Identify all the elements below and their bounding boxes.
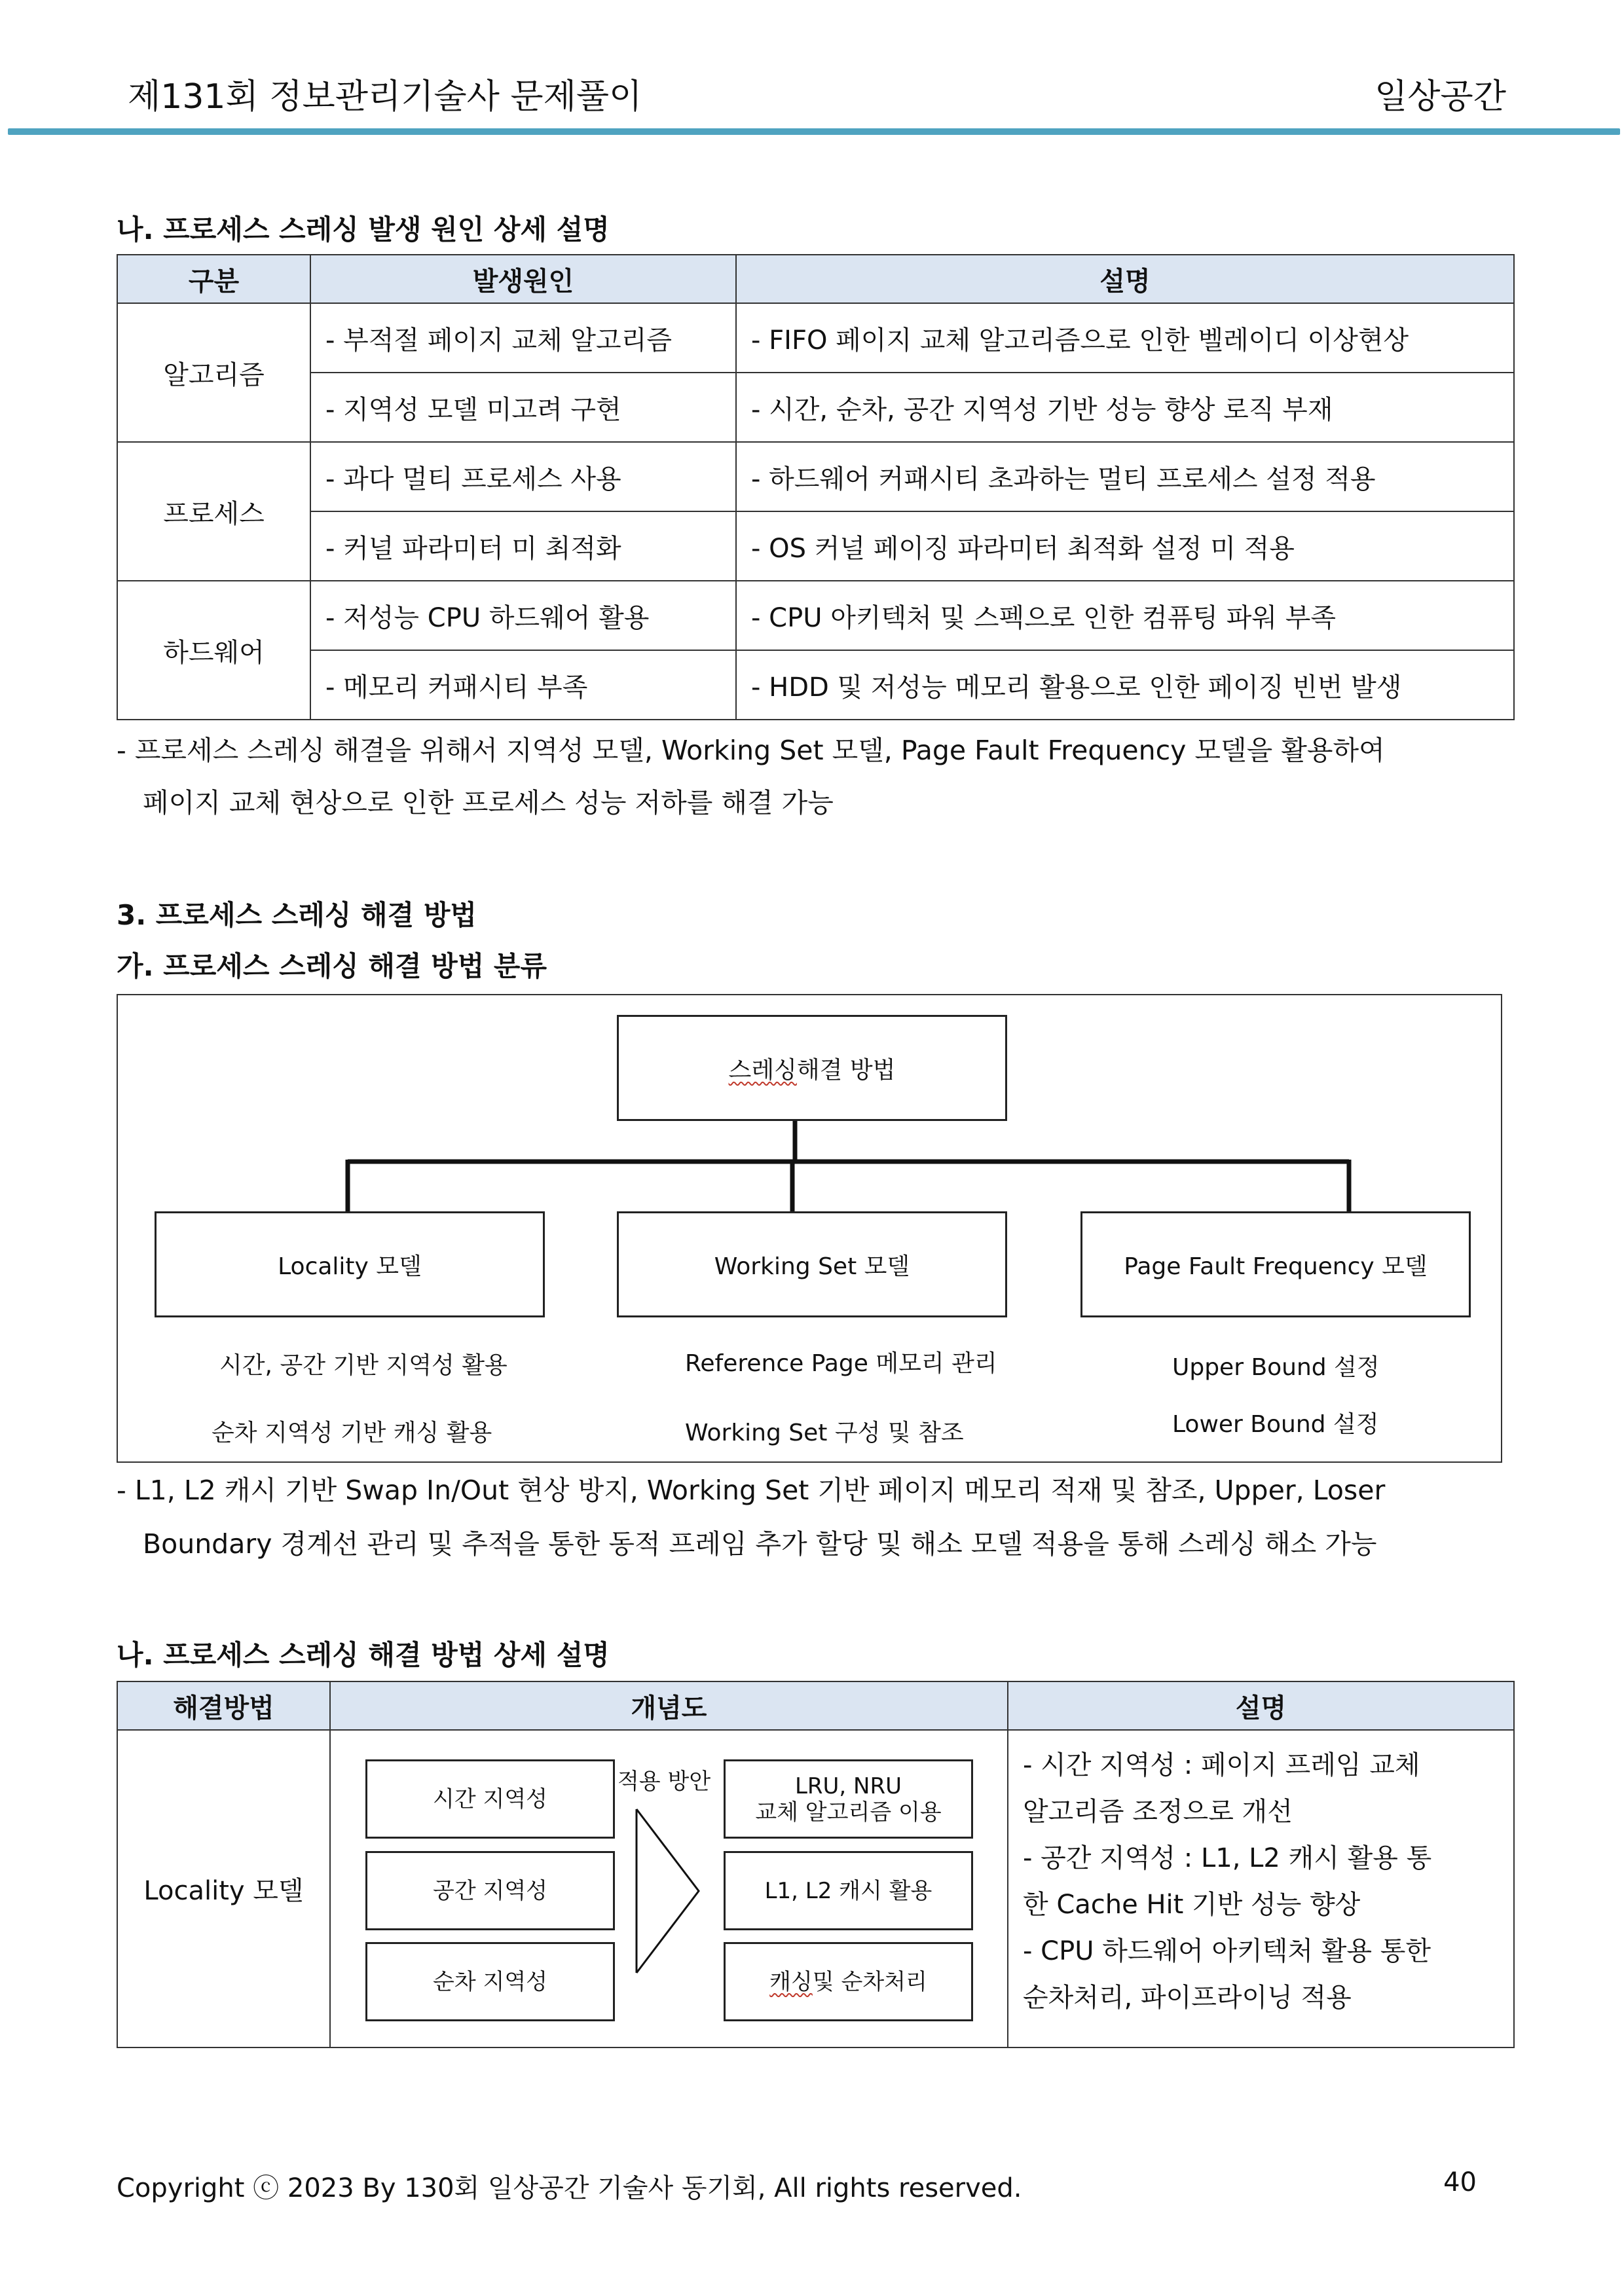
desc-line: - CPU 하드웨어 아키텍처 활용 통한	[1023, 1936, 1431, 1966]
desc-cell: - FIFO 페이지 교체 알고리즘으로 인한 벨레이디 이상현상	[736, 303, 1514, 373]
root-label-wavy: 스레싱	[728, 1056, 797, 1084]
caching-box	[724, 1942, 973, 2021]
section-cause-title: 나. 프로세스 스레싱 발생 원인 상세 설명	[117, 213, 610, 246]
table-row	[117, 511, 1514, 581]
locality-item-1: 시간, 공간 기반 지역성 활용	[219, 1352, 507, 1379]
lru-nru-box	[724, 1759, 973, 1839]
caching-label-rest: 및 순차처리	[812, 1968, 927, 1995]
desc-cell: - CPU 아키텍처 및 스펙으로 인한 컴퓨팅 파워 부족	[736, 581, 1514, 650]
table-row	[117, 442, 1514, 511]
sequential-locality-box: 순차 지역성	[365, 1942, 615, 2021]
col-header-category: 구분	[117, 255, 310, 303]
locality-item-2-text: 순차 지역성 기반 캐싱 활용	[212, 1420, 492, 1446]
table-header-row	[117, 1681, 1514, 1730]
header-brand: 일상공간	[1375, 77, 1506, 117]
table-row	[117, 303, 1514, 373]
col-header-concept: 개념도	[330, 1681, 1008, 1730]
category-cell: 하드웨어	[117, 581, 310, 720]
spatial-locality-box: 공간 지역성	[365, 1851, 615, 1930]
cause-cell: - 커널 파라미터 미 최적화	[310, 511, 736, 581]
header-divider	[8, 128, 1620, 135]
locality-item-2	[212, 1414, 492, 1448]
cause-table	[117, 254, 1515, 720]
root-label-rest: 해결 방법	[796, 1056, 896, 1084]
footer-copyright: Copyright ⓒ 2023 By 130회 일상공간 기술사 동기회, All rights reserved.	[117, 2173, 1022, 2203]
cache-box: L1, L2 캐시 활용	[724, 1851, 973, 1930]
cause-note-line1: - 프로세스 스레싱 해결을 위해서 지역성 모델, Working Set 모델, Page Fault Frequency 모델을 활용하여	[117, 735, 1385, 766]
category-cell: 알고리즘	[117, 303, 310, 442]
working-set-item-2: Working Set 구성 및 참조	[685, 1420, 964, 1446]
desc-line: - 시간 지역성 : 페이지 프레임 교체	[1023, 1750, 1420, 1780]
cause-cell: - 부적절 페이지 교체 알고리즘	[310, 303, 736, 373]
working-set-item-1: Reference Page 메모리 관리	[685, 1350, 997, 1377]
temporal-locality-box: 시간 지역성	[365, 1759, 615, 1839]
table-row	[117, 1730, 1514, 2047]
section3-title: 3. 프로세스 스레싱 해결 방법	[117, 899, 477, 931]
category-cell: 프로세스	[117, 442, 310, 581]
solution-table	[117, 1681, 1515, 2048]
desc-cell: - 하드웨어 커패시티 초과하는 멀티 프로세스 설정 적용	[736, 442, 1514, 511]
table-header-row	[117, 255, 1514, 303]
desc-line: 한 Cache Hit 기반 성능 향상	[1023, 1890, 1361, 1920]
lru-nru-line2: 교체 알고리즘 이용	[755, 1799, 942, 1826]
header-title: 제131회 정보관리기술사 문제풀이	[128, 77, 642, 117]
apply-arrow-icon	[633, 1806, 705, 1976]
desc-line: 순차처리, 파이프라이닝 적용	[1023, 1983, 1352, 2013]
desc-cell: - HDD 및 저성능 메모리 활용으로 인한 페이징 빈번 발생	[736, 650, 1514, 720]
cause-cell: - 저성능 CPU 하드웨어 활용	[310, 581, 736, 650]
table-row	[117, 373, 1514, 442]
desc-cell: - OS 커널 페이징 파라미터 최적화 설정 미 적용	[736, 511, 1514, 581]
solution-desc-cell	[1008, 1730, 1514, 2047]
table-row	[117, 581, 1514, 650]
cause-cell: - 지역성 모델 미고려 구현	[310, 373, 736, 442]
desc-line: - 공간 지역성 : L1, L2 캐시 활용 통	[1023, 1843, 1432, 1873]
desc-cell: - 시간, 순차, 공간 지역성 기반 성능 향상 로직 부재	[736, 373, 1514, 442]
pff-item-2: Lower Bound 설정	[1172, 1411, 1379, 1438]
node-pff: Page Fault Frequency 모델	[1080, 1211, 1471, 1317]
node-working-set: Working Set 모델	[617, 1211, 1007, 1317]
classification-note-line2: Boundary 경계선 관리 및 추적을 통한 동적 프레임 추가 할당 및 해소 모델 적용을 통해 스레싱 해소 가능	[143, 1528, 1377, 1560]
page-number: 40	[1443, 2167, 1477, 2197]
pff-item-1: Upper Bound 설정	[1172, 1354, 1380, 1381]
table-row	[117, 650, 1514, 720]
node-locality: Locality 모델	[155, 1211, 545, 1317]
classification-note-line1: - L1, L2 캐시 기반 Swap In/Out 현상 방지, Working Set 기반 페이지 메모리 적재 및 참조, Upper, Loser	[117, 1475, 1386, 1506]
col-header-cause: 발생원인	[310, 255, 736, 303]
cause-cell: - 과다 멀티 프로세스 사용	[310, 442, 736, 511]
caching-label-wavy: 캐싱	[769, 1968, 813, 1995]
classification-diagram	[117, 994, 1502, 1463]
col-header-desc: 설명	[1008, 1681, 1514, 1730]
cause-cell: - 메모리 커패시티 부족	[310, 650, 736, 720]
method-cell: Locality 모델	[117, 1730, 330, 2047]
col-header-desc: 설명	[736, 255, 1514, 303]
col-header-method: 해결방법	[117, 1681, 330, 1730]
solution-detail-title: 나. 프로세스 스레싱 해결 방법 상세 설명	[117, 1639, 610, 1671]
classification-title: 가. 프로세스 스레싱 해결 방법 분류	[117, 950, 547, 982]
lru-nru-line1: LRU, NRU	[794, 1772, 902, 1799]
desc-line: 알고리즘 조정으로 개선	[1023, 1797, 1293, 1827]
apply-arrow-label: 적용 방안	[618, 1769, 711, 1795]
root-node	[617, 1015, 1007, 1121]
concept-cell	[330, 1730, 1008, 2047]
cause-note-line2: 페이지 교체 현상으로 인한 프로세스 성능 저하를 해결 가능	[143, 787, 834, 818]
